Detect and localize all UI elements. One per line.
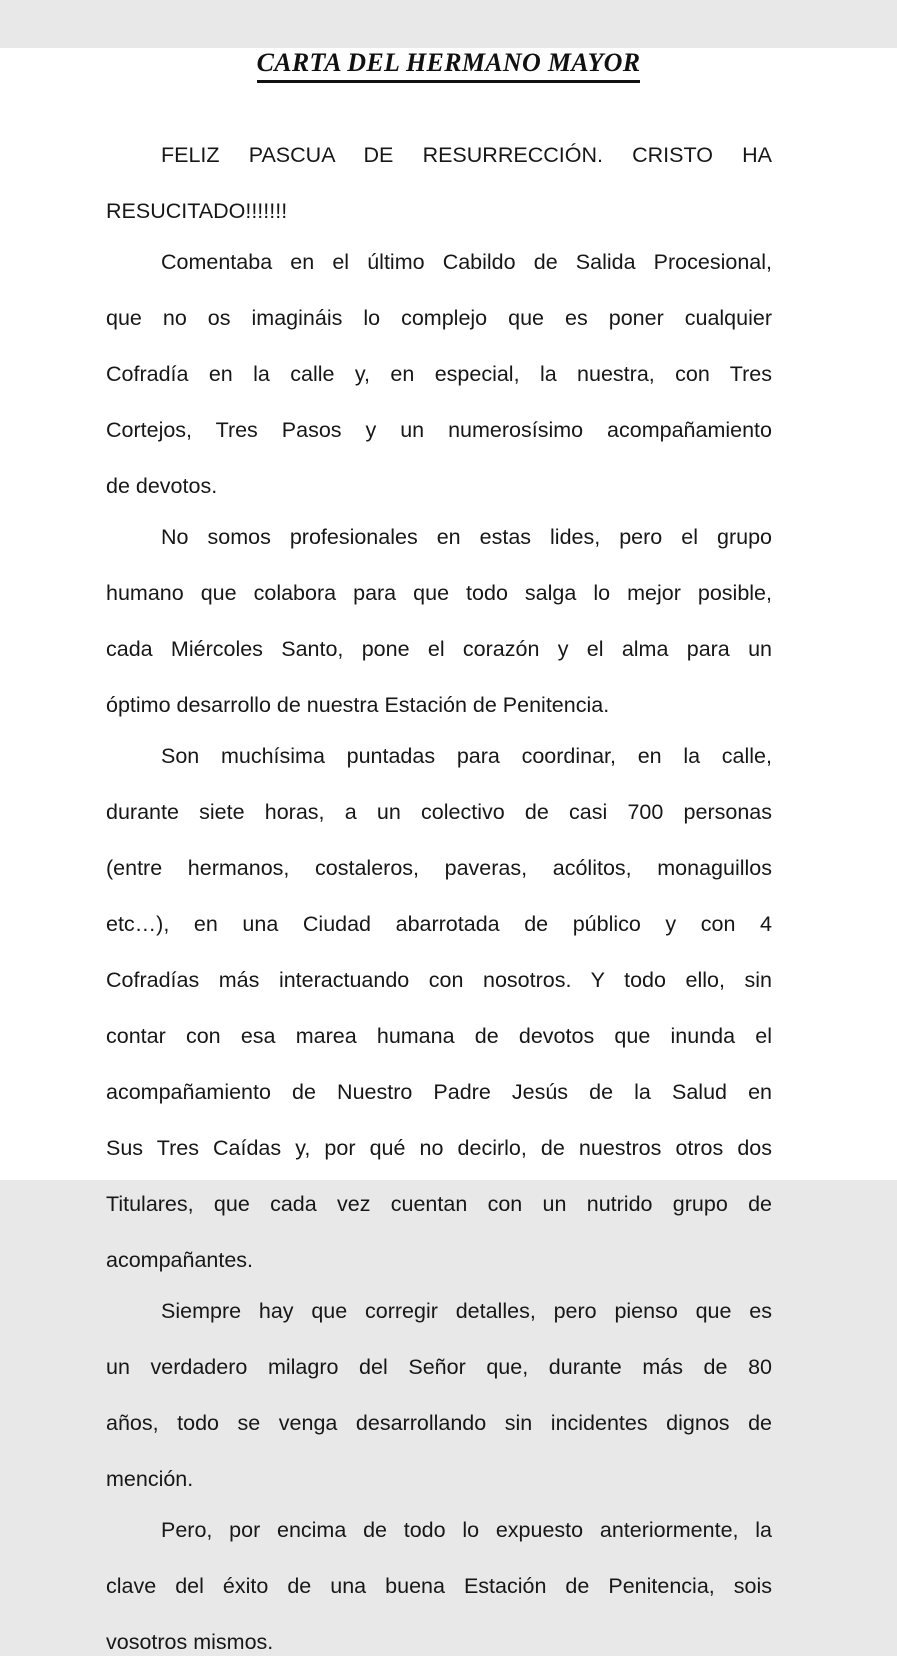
text-line: mención. — [106, 1467, 194, 1491]
document-page — [0, 48, 897, 1654]
paragraph — [106, 248, 772, 500]
text-line: acompañantes. — [106, 1248, 254, 1272]
text-line: Pero, por encima de todo lo expuesto anteriormente, la — [161, 1518, 772, 1542]
paragraph — [106, 141, 772, 225]
text-line: RESUCITADO!!!!!!! — [106, 199, 288, 223]
paragraph — [106, 742, 772, 1274]
page-title-text: CARTA DEL HERMANO MAYOR — [257, 48, 641, 83]
text-line: humano que colabora para que todo salga lo mejor posible, — [106, 581, 772, 605]
text-line: años, todo se venga desarrollando sin incidentes dignos de — [106, 1411, 772, 1435]
page-title — [0, 48, 897, 83]
text-line: Son muchísima puntadas para coordinar, en la calle, — [161, 744, 772, 768]
text-line: FELIZ PASCUA DE RESURRECCIÓN. CRISTO HA — [161, 143, 772, 167]
text-line: Comentaba en el último Cabildo de Salida Procesional, — [161, 250, 772, 274]
text-line: óptimo desarrollo de nuestra Estación de Penitencia. — [106, 693, 610, 717]
text-line: contar con esa marea humana de devotos que inunda el — [106, 1024, 772, 1048]
text-line: etc…), en una Ciudad abarrotada de público y con 4 — [106, 912, 772, 936]
text-line: de devotos. — [106, 474, 218, 498]
paragraph — [106, 1297, 772, 1493]
text-line: que no os imagináis lo complejo que es poner cualquier — [106, 306, 772, 330]
text-line: vosotros mismos. — [106, 1630, 274, 1654]
text-line: Cofradías más interactuando con nosotros. Y todo ello, sin — [106, 968, 772, 992]
text-line: Titulares, que cada vez cuentan con un nutrido grupo de — [106, 1192, 772, 1216]
text-line: cada Miércoles Santo, pone el corazón y el alma para un — [106, 637, 772, 661]
text-line: clave del éxito de una buena Estación de Penitencia, sois — [106, 1574, 772, 1598]
text-line: Cofradía en la calle y, en especial, la nuestra, con Tres — [106, 362, 772, 386]
paragraph — [106, 1516, 772, 1656]
document-body — [0, 141, 897, 1656]
text-line: No somos profesionales en estas lides, pero el grupo — [161, 525, 772, 549]
text-line: un verdadero milagro del Señor que, durante más de 80 — [106, 1355, 772, 1379]
text-line: (entre hermanos, costaleros, paveras, acólitos, monaguillos — [106, 856, 772, 880]
text-line: acompañamiento de Nuestro Padre Jesús de la Salud en — [106, 1080, 772, 1104]
paragraph — [106, 523, 772, 719]
text-line: Siempre hay que corregir detalles, pero pienso que es — [161, 1299, 772, 1323]
text-line: durante siete horas, a un colectivo de casi 700 personas — [106, 800, 772, 824]
text-line: Sus Tres Caídas y, por qué no decirlo, de nuestros otros dos — [106, 1136, 772, 1160]
text-line: Cortejos, Tres Pasos y un numerosísimo acompañamiento — [106, 418, 772, 442]
